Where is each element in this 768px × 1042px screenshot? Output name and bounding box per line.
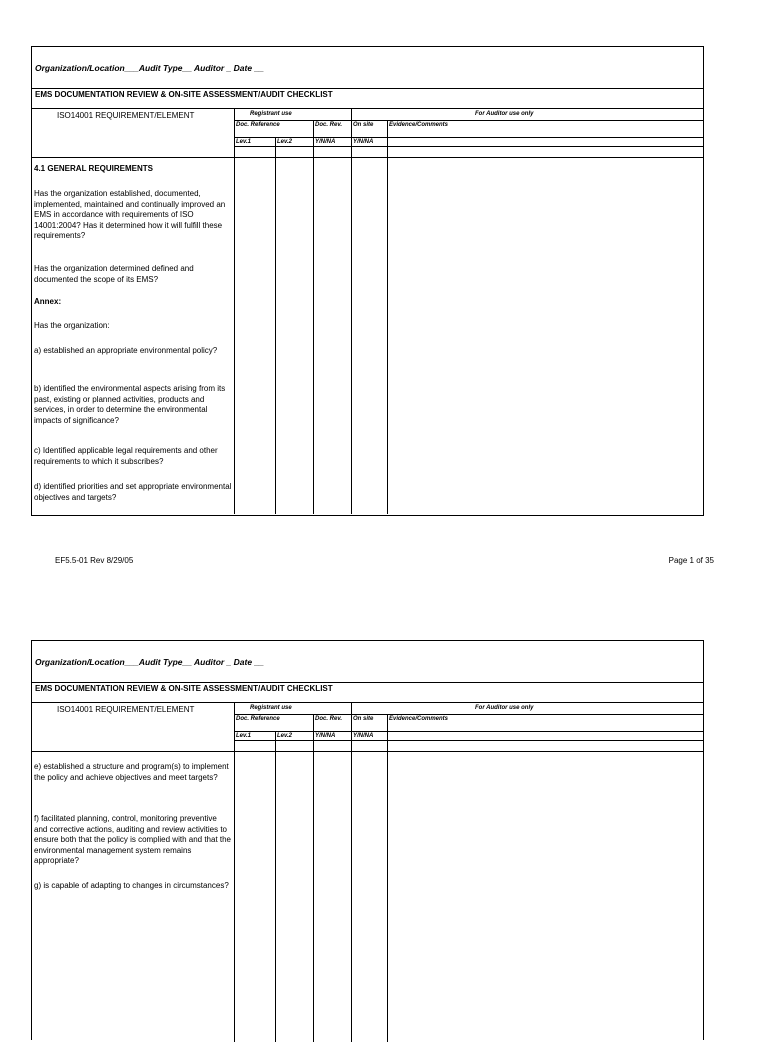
doc-rev-label: Doc. Rev. — [315, 122, 343, 128]
lev2-label: Lev.2 — [277, 139, 293, 145]
checklist-page-1 — [31, 46, 704, 516]
checklist-title: EMS DOCUMENTATION REVIEW & ON-SITE ASSESSMENT/AUDIT CHECKLIST — [32, 683, 703, 703]
header-line: Organization/Location___Audit Type__ Auditor _ Date __ — [32, 47, 703, 89]
column-headers — [32, 109, 703, 158]
on-site-label: On site — [353, 716, 374, 722]
doc-rev-label: Doc. Rev. — [315, 716, 343, 722]
list-item: Has the organization: — [34, 321, 110, 330]
doc-reference-label: Doc. Reference — [236, 122, 280, 128]
list-item: c) Identified applicable legal requirements and other requirements to which it subscribes? — [34, 446, 218, 466]
list-item: Has the organization determined defined and documented the scope of its EMS? — [34, 264, 194, 284]
footer-doc-id: EF5.5-01 Rev 8/29/05 — [55, 556, 134, 565]
list-item: a) established an appropriate environmental policy? — [34, 346, 218, 355]
ynna-label-2: Y/N/NA — [353, 139, 374, 145]
header-line: Organization/Location___Audit Type__ Auditor _ Date __ — [32, 641, 703, 683]
list-item: f) facilitated planning, control, monitoring preventive and corrective actions, auditing and review activities to ensure both that the policy is complied with and that the environmental management system remains appropriate? — [34, 814, 232, 865]
lev2-label: Lev.2 — [277, 733, 293, 739]
checklist-body — [32, 752, 703, 1042]
ynna-label-1: Y/N/NA — [315, 733, 336, 739]
ynna-label-2: Y/N/NA — [353, 733, 374, 739]
auditor-use-label: For Auditor use only — [475, 111, 534, 117]
list-item: d) identified priorities and set appropriate environmental objectives and targets? — [34, 482, 232, 502]
requirement-column-header: ISO14001 REQUIREMENT/ELEMENT — [57, 705, 195, 714]
registrant-use-label: Registrant use — [250, 705, 292, 711]
ynna-label-1: Y/N/NA — [315, 139, 336, 145]
footer-page-number: Page 1 of 35 — [668, 556, 714, 565]
requirement-column-header: ISO14001 REQUIREMENT/ELEMENT — [57, 111, 195, 120]
column-headers — [32, 703, 703, 752]
lev1-label: Lev.1 — [236, 139, 252, 145]
evidence-label: Evidence/Comments — [389, 716, 449, 722]
doc-reference-label: Doc. Reference — [236, 716, 280, 722]
list-item: g) is capable of adapting to changes in circumstances? — [34, 881, 229, 890]
on-site-label: On site — [353, 122, 374, 128]
list-item: e) established a structure and program(s) to implement the policy and achieve objectives and meet targets? — [34, 762, 229, 782]
auditor-use-label: For Auditor use only — [475, 705, 534, 711]
lev1-label: Lev.1 — [236, 733, 252, 739]
list-item: b) identified the environmental aspects arising from its past, existing or planned activities, products and services, in order to determine the environmental impacts of significance? — [34, 384, 226, 425]
checklist-body — [32, 158, 703, 514]
checklist-title: EMS DOCUMENTATION REVIEW & ON-SITE ASSESSMENT/AUDIT CHECKLIST — [32, 89, 703, 109]
list-item: Has the organization established, documented, implemented, maintained and continually improved an EMS in accordance with requirements of ISO 14001:2004? Has it determined how it will fulfill these requirements? — [34, 189, 226, 240]
list-item: Annex: — [34, 297, 62, 306]
registrant-use-label: Registrant use — [250, 111, 292, 117]
checklist-page-2 — [31, 640, 704, 1040]
evidence-label: Evidence/Comments — [389, 122, 449, 128]
section-heading: 4.1 GENERAL REQUIREMENTS — [34, 164, 153, 173]
